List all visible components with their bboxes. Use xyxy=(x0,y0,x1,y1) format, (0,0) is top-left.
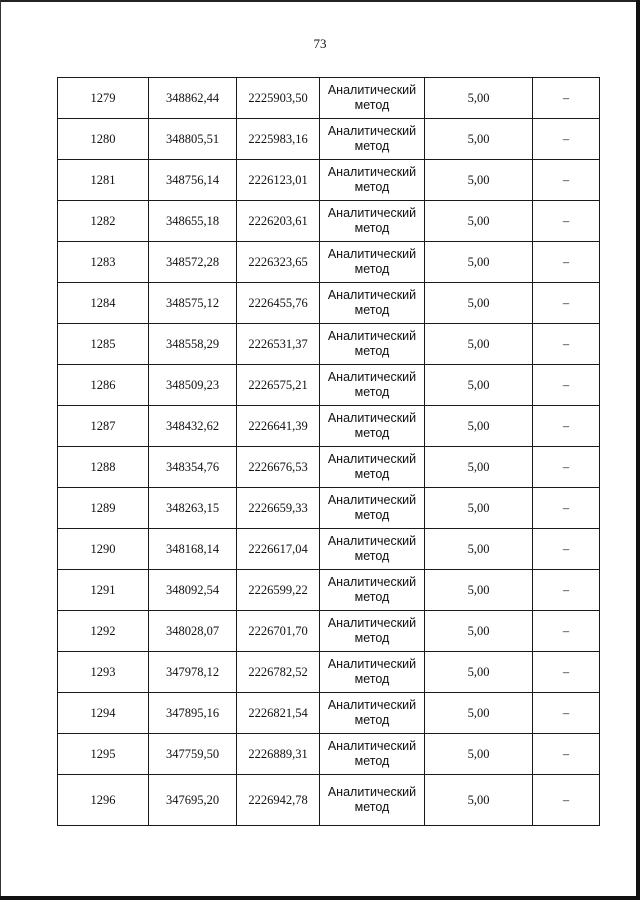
accuracy-cell: 5,00 xyxy=(425,406,533,447)
x-coordinate-cell: 348862,44 xyxy=(149,78,237,119)
accuracy-cell: 5,00 xyxy=(425,201,533,242)
y-coordinate-cell: 2226575,21 xyxy=(237,365,320,406)
table-row xyxy=(58,775,600,826)
y-coordinate-cell: 2226599,22 xyxy=(237,570,320,611)
point-number-cell: 1285 xyxy=(58,324,149,365)
method-line-1: Аналитический xyxy=(327,452,417,466)
x-coordinate-cell: 348572,28 xyxy=(149,242,237,283)
method-line-1: Аналитический xyxy=(327,83,417,97)
method-cell xyxy=(320,160,425,201)
table-row xyxy=(58,611,600,652)
point-number-cell: 1295 xyxy=(58,734,149,775)
method-line-2: метод xyxy=(354,800,390,814)
method-line-1: Аналитический xyxy=(327,329,417,343)
description-cell: – xyxy=(533,529,600,570)
accuracy-cell: 5,00 xyxy=(425,324,533,365)
y-coordinate-cell: 2226203,61 xyxy=(237,201,320,242)
y-coordinate-cell: 2226659,33 xyxy=(237,488,320,529)
coordinates-table-body xyxy=(58,78,600,826)
method-cell xyxy=(320,406,425,447)
page-number: 73 xyxy=(313,36,327,51)
description-cell: – xyxy=(533,693,600,734)
accuracy-cell: 5,00 xyxy=(425,488,533,529)
method-cell xyxy=(320,242,425,283)
method-line-2: метод xyxy=(354,590,390,604)
x-coordinate-cell: 347895,16 xyxy=(149,693,237,734)
table-row xyxy=(58,488,600,529)
method-cell xyxy=(320,488,425,529)
point-number-cell: 1290 xyxy=(58,529,149,570)
method-cell xyxy=(320,611,425,652)
method-line-2: метод xyxy=(354,344,390,358)
method-cell xyxy=(320,365,425,406)
method-cell xyxy=(320,570,425,611)
accuracy-cell: 5,00 xyxy=(425,242,533,283)
point-number-cell: 1287 xyxy=(58,406,149,447)
description-cell: – xyxy=(533,652,600,693)
accuracy-cell: 5,00 xyxy=(425,734,533,775)
method-cell xyxy=(320,78,425,119)
point-number-cell: 1280 xyxy=(58,119,149,160)
table-row xyxy=(58,283,600,324)
method-cell xyxy=(320,447,425,488)
method-line-2: метод xyxy=(354,303,390,317)
y-coordinate-cell: 2225983,16 xyxy=(237,119,320,160)
description-cell: – xyxy=(533,78,600,119)
description-cell: – xyxy=(533,775,600,826)
accuracy-cell: 5,00 xyxy=(425,611,533,652)
y-coordinate-cell: 2226455,76 xyxy=(237,283,320,324)
method-cell xyxy=(320,119,425,160)
method-cell xyxy=(320,324,425,365)
description-cell: – xyxy=(533,734,600,775)
accuracy-cell: 5,00 xyxy=(425,652,533,693)
description-cell: – xyxy=(533,488,600,529)
method-cell xyxy=(320,201,425,242)
scan-border-top xyxy=(0,0,640,2)
x-coordinate-cell: 348756,14 xyxy=(149,160,237,201)
y-coordinate-cell: 2226676,53 xyxy=(237,447,320,488)
y-coordinate-cell: 2226889,31 xyxy=(237,734,320,775)
method-line-2: метод xyxy=(354,426,390,440)
x-coordinate-cell: 347978,12 xyxy=(149,652,237,693)
table-row xyxy=(58,693,600,734)
y-coordinate-cell: 2226821,54 xyxy=(237,693,320,734)
method-line-2: метод xyxy=(354,631,390,645)
method-line-1: Аналитический xyxy=(327,739,417,753)
method-line-2: метод xyxy=(354,98,390,112)
x-coordinate-cell: 348558,29 xyxy=(149,324,237,365)
method-line-1: Аналитический xyxy=(327,247,417,261)
table-row xyxy=(58,447,600,488)
accuracy-cell: 5,00 xyxy=(425,119,533,160)
accuracy-cell: 5,00 xyxy=(425,160,533,201)
description-cell: – xyxy=(533,406,600,447)
method-line-2: метод xyxy=(354,713,390,727)
method-line-1: Аналитический xyxy=(327,411,417,425)
accuracy-cell: 5,00 xyxy=(425,78,533,119)
table-row xyxy=(58,324,600,365)
table-row xyxy=(58,734,600,775)
method-line-1: Аналитический xyxy=(327,165,417,179)
point-number-cell: 1293 xyxy=(58,652,149,693)
method-line-1: Аналитический xyxy=(327,493,417,507)
method-line-2: метод xyxy=(354,549,390,563)
method-line-1: Аналитический xyxy=(327,575,417,589)
accuracy-cell: 5,00 xyxy=(425,447,533,488)
method-line-1: Аналитический xyxy=(327,288,417,302)
point-number-cell: 1289 xyxy=(58,488,149,529)
table-row xyxy=(58,160,600,201)
scan-border-bottom xyxy=(0,896,640,900)
y-coordinate-cell: 2226701,70 xyxy=(237,611,320,652)
x-coordinate-cell: 348432,62 xyxy=(149,406,237,447)
point-number-cell: 1279 xyxy=(58,78,149,119)
description-cell: – xyxy=(533,283,600,324)
x-coordinate-cell: 348092,54 xyxy=(149,570,237,611)
y-coordinate-cell: 2226531,37 xyxy=(237,324,320,365)
point-number-cell: 1291 xyxy=(58,570,149,611)
point-number-cell: 1282 xyxy=(58,201,149,242)
table-row xyxy=(58,119,600,160)
description-cell: – xyxy=(533,570,600,611)
description-cell: – xyxy=(533,611,600,652)
x-coordinate-cell: 348509,23 xyxy=(149,365,237,406)
method-line-1: Аналитический xyxy=(327,657,417,671)
x-coordinate-cell: 348805,51 xyxy=(149,119,237,160)
method-line-2: метод xyxy=(354,221,390,235)
scan-border-right xyxy=(636,0,640,900)
y-coordinate-cell: 2226617,04 xyxy=(237,529,320,570)
accuracy-cell: 5,00 xyxy=(425,693,533,734)
method-line-2: метод xyxy=(354,262,390,276)
table-row xyxy=(58,78,600,119)
table-row xyxy=(58,652,600,693)
description-cell: – xyxy=(533,447,600,488)
coordinates-table xyxy=(57,77,600,826)
y-coordinate-cell: 2226641,39 xyxy=(237,406,320,447)
table-row xyxy=(58,529,600,570)
point-number-cell: 1283 xyxy=(58,242,149,283)
description-cell: – xyxy=(533,160,600,201)
description-cell: – xyxy=(533,119,600,160)
accuracy-cell: 5,00 xyxy=(425,775,533,826)
method-line-1: Аналитический xyxy=(327,534,417,548)
method-line-1: Аналитический xyxy=(327,616,417,630)
description-cell: – xyxy=(533,365,600,406)
x-coordinate-cell: 348168,14 xyxy=(149,529,237,570)
scan-border-left xyxy=(0,0,1,900)
x-coordinate-cell: 347695,20 xyxy=(149,775,237,826)
x-coordinate-cell: 348263,15 xyxy=(149,488,237,529)
description-cell: – xyxy=(533,242,600,283)
method-line-2: метод xyxy=(354,672,390,686)
y-coordinate-cell: 2226123,01 xyxy=(237,160,320,201)
method-cell xyxy=(320,775,425,826)
point-number-cell: 1281 xyxy=(58,160,149,201)
point-number-cell: 1286 xyxy=(58,365,149,406)
x-coordinate-cell: 348575,12 xyxy=(149,283,237,324)
method-line-1: Аналитический xyxy=(327,370,417,384)
table-row xyxy=(58,365,600,406)
table-row xyxy=(58,570,600,611)
table-row xyxy=(58,406,600,447)
method-cell xyxy=(320,652,425,693)
x-coordinate-cell: 348354,76 xyxy=(149,447,237,488)
point-number-cell: 1292 xyxy=(58,611,149,652)
point-number-cell: 1284 xyxy=(58,283,149,324)
method-line-1: Аналитический xyxy=(327,785,417,799)
x-coordinate-cell: 348655,18 xyxy=(149,201,237,242)
table-row xyxy=(58,201,600,242)
accuracy-cell: 5,00 xyxy=(425,529,533,570)
x-coordinate-cell: 347759,50 xyxy=(149,734,237,775)
point-number-cell: 1288 xyxy=(58,447,149,488)
description-cell: – xyxy=(533,201,600,242)
accuracy-cell: 5,00 xyxy=(425,283,533,324)
method-cell xyxy=(320,734,425,775)
method-line-2: метод xyxy=(354,180,390,194)
point-number-cell: 1296 xyxy=(58,775,149,826)
accuracy-cell: 5,00 xyxy=(425,570,533,611)
x-coordinate-cell: 348028,07 xyxy=(149,611,237,652)
table-row xyxy=(58,242,600,283)
method-line-2: метод xyxy=(354,467,390,481)
y-coordinate-cell: 2226782,52 xyxy=(237,652,320,693)
accuracy-cell: 5,00 xyxy=(425,365,533,406)
method-cell xyxy=(320,693,425,734)
method-cell xyxy=(320,529,425,570)
y-coordinate-cell: 2225903,50 xyxy=(237,78,320,119)
method-line-2: метод xyxy=(354,139,390,153)
method-cell xyxy=(320,283,425,324)
method-line-2: метод xyxy=(354,754,390,768)
method-line-2: метод xyxy=(354,508,390,522)
description-cell: – xyxy=(533,324,600,365)
y-coordinate-cell: 2226942,78 xyxy=(237,775,320,826)
method-line-1: Аналитический xyxy=(327,124,417,138)
method-line-1: Аналитический xyxy=(327,206,417,220)
y-coordinate-cell: 2226323,65 xyxy=(237,242,320,283)
point-number-cell: 1294 xyxy=(58,693,149,734)
method-line-2: метод xyxy=(354,385,390,399)
method-line-1: Аналитический xyxy=(327,698,417,712)
